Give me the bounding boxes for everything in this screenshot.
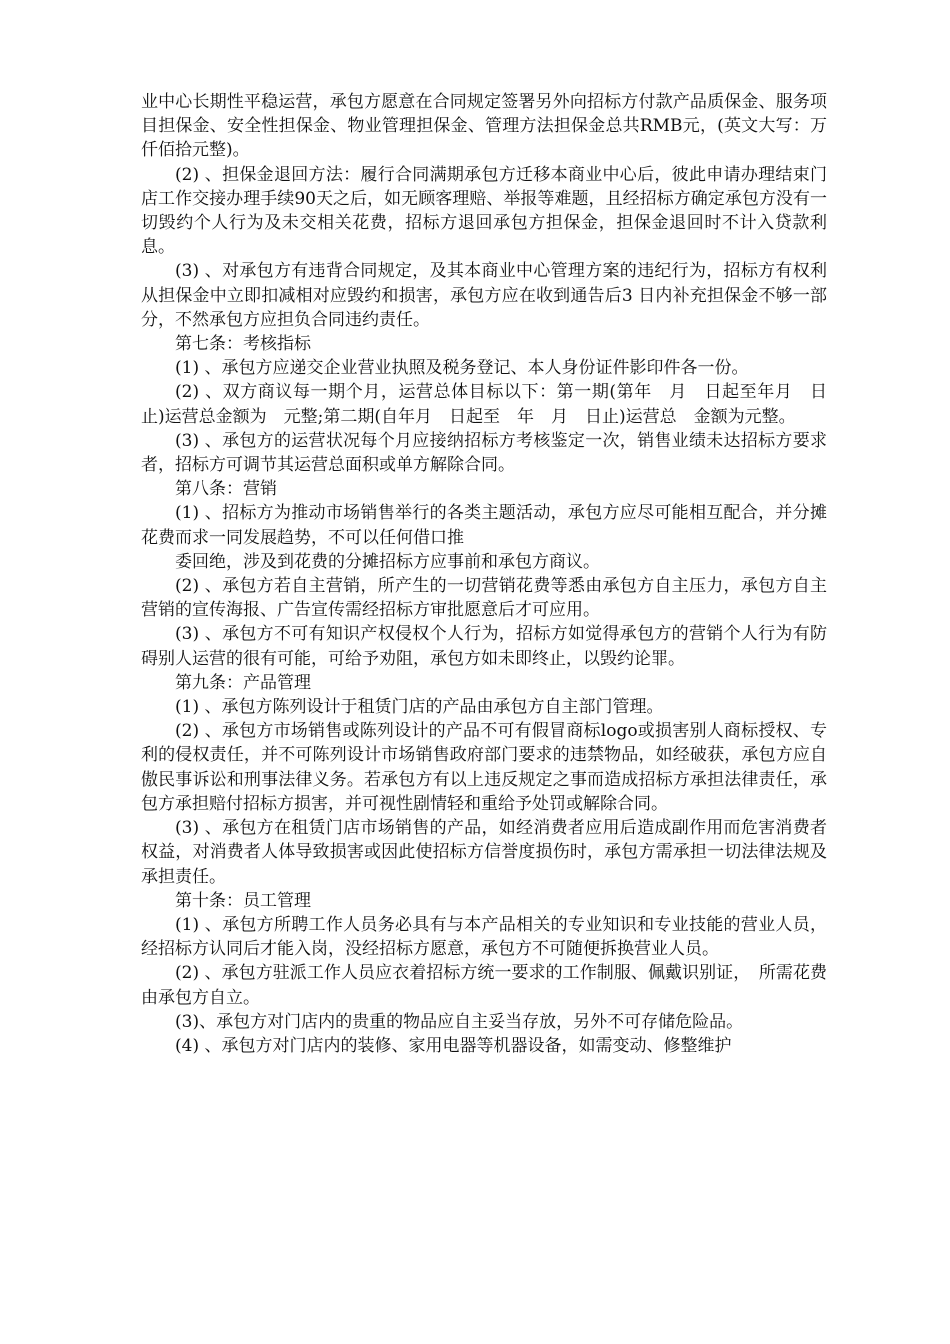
paragraph: (3) 、承包方不可有知识产权侵权个人行为，招标方如觉得承包方的营销个人行为有防碍别人运营的很有可能，可给予劝阻，承包方如未即终止，以毁约论罪。 [141,624,827,669]
paragraph: (3)、承包方对门店内的贵重的物品应自主妥当存放，另外不可存储危险品。 [175,1011,744,1032]
paragraph: (3) 、承包方的运营状况每个月应接纳招标方考核鉴定一次，销售业绩未达招标方要求者，招标方可调节其运营总面积或单方解除合同。 [141,430,827,476]
paragraph: (1) 、招标方为推动市场销售举行的各类主题活动，承包方应尽可能相互配合，并分摊花费而求一同发展趋势，不可以任何借口推 [141,503,827,548]
paragraph: (1) 、承包方陈列设计于租赁门店的产品由承包方自主部门管理。 [175,697,664,718]
paragraph: 业中心长期性平稳运营，承包方愿意在合同规定签署另外向招标方付款产品质保金、服务项目担保金、安全性担保金、物业管理担保金、管理方法担保金总共RMB元，(英文大写：万仟佰拾元整)。 [141,92,827,161]
section-heading: 第九条：产品管理 [175,672,311,693]
paragraph: (2) 、承包方若自主营销，所产生的一切营销花费等悉由承包方自主压力，承包方自主营销的宣传海报、广告宣传需经招标方审批愿意后才可应用。 [141,576,827,621]
paragraph: (3) 、对承包方有违背合同规定，及其本商业中心管理方案的违纪行为，招标方有权利从担保金中立即扣减相对应毁约和损害，承包方应在收到通告后3 日内补充担保金不够一部分，不然承包方应担负合同违约责任。 [141,261,827,330]
section-heading: 第十条：员工管理 [175,890,311,911]
paragraph: (4) 、承包方对门店内的装修、家用电器等机器设备，如需变动、修整维护 [175,1035,732,1056]
paragraph: (2) 、双方商议每一期个月，运营总体目标以下：第一期(第年 月 日起至年月 日止)运营总金额为 元整;第二期(自年月 日起至 年 月 日止)运营总 金额为元整。 [141,382,827,427]
section-heading: 第八条：营销 [175,479,277,500]
paragraph: (2) 、承包方驻派工作人员应衣着招标方统一要求的工作制服、佩戴识别证， 所需花费由承包方自立。 [141,963,827,1008]
paragraph: 委回绝，涉及到花费的分摊招标方应事前和承包方商议。 [175,551,600,572]
paragraph: (1) 、承包方应递交企业营业执照及税务登记、本人身份证件影印件各一份。 [175,358,749,379]
paragraph: (2) 、担保金退回方法：履行合同满期承包方迁移本商业中心后，彼此申请办理结束门店工作交接办理手续90天之后，如无顾客理赔、举报等难题，且经招标方确定承包方没有一切毁约个人行为及未交相关花费，招标方退回承包方担保金，担保金退回时不计入贷款利息。 [141,164,827,258]
document-page [141,90,827,1058]
paragraph: (3) 、承包方在租赁门店市场销售的产品，如经消费者应用后造成副作用而危害消费者权益，对消费者人体导致损害或因此使招标方信誉度损伤时，承包方需承担一切法律法规及承担责任。 [141,818,827,887]
paragraph: (2) 、承包方市场销售或陈列设计的产品不可有假冒商标logo或损害别人商标授权、专利的侵权责任，并不可陈列设计市场销售政府部门要求的违禁物品，如经破获，承包方应自傲民事诉讼和刑事法律义务。若承包方有以上违反规定之事而造成招标方承担法律责任，承包方承担赔付招标方损害，并可视性剧情轻和重给予处罚或解除合同。 [141,721,827,814]
section-heading: 第七条：考核指标 [175,334,311,355]
paragraph: (1) 、承包方所聘工作人员务必具有与本产品相关的专业知识和专业技能的营业人员，经招标方认同后才能入岗，没经招标方愿意，承包方不可随便拆换营业人员。 [141,914,827,960]
